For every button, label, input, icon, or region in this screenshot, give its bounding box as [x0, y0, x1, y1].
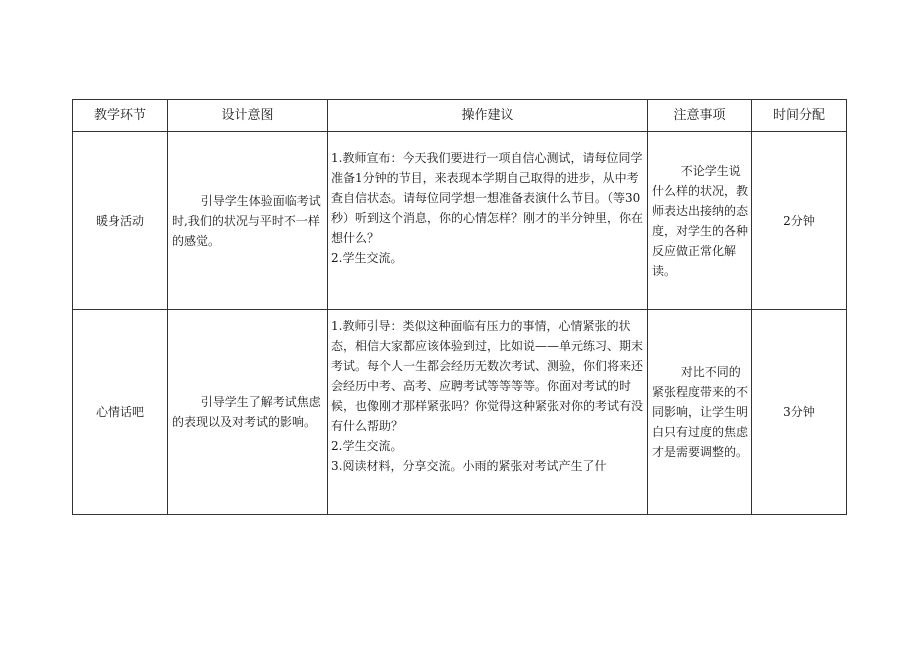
table-header-row — [73, 100, 847, 132]
notes-text: 对比不同的紧张程度带来的不同影响，让学生明白只有过度的焦虑才是需要调整的。 — [652, 365, 749, 459]
header-stage: 教学环节 — [73, 100, 168, 132]
notes-text: 不论学生说什么样的状况，教师表达出接纳的态度，对学生的各种反应做正常化解读。 — [652, 163, 749, 278]
notes-cell — [648, 132, 752, 310]
header-notes: 注意事项 — [648, 100, 752, 132]
table-row — [73, 132, 847, 310]
header-time: 时间分配 — [752, 100, 847, 132]
operation-step: 3.阅读材料，分享交流。小雨的紧张对考试产生了什 — [331, 459, 607, 473]
operation-step: 1.教师宣布：今天我们要进行一项自信心测试，请每位同学准备1分钟的节目，来表现本学期自己取得的进步，从中考查自信状态。请每位同学想一想准备表演什么节目。（等30秒）听到这个消息，你的心情怎样？刚才的半分钟里，你在想什么？ — [331, 151, 644, 245]
design-intent-text: 引导学生体验面临考试时,我们的状况与平时不一样的感觉。 — [172, 193, 321, 248]
operation-step: 2.学生交流。 — [331, 251, 403, 265]
time-cell: 3分钟 — [752, 310, 847, 515]
stage-cell: 心情话吧 — [73, 310, 168, 515]
lesson-plan-table — [72, 99, 847, 515]
operation-cell — [328, 132, 648, 310]
operation-step: 1.教师引导：类似这种面临有压力的事情，心情紧张的状态，相信大家都应该体验到过，比如说——单元练习、期末考试。每个人一生都会经历无数次考试、测验，你们将来还会经历中考、高考、应聘考试等等等等。你面对考试的时候，也像刚才那样紧张吗？你觉得这种紧张对你的考试有没有什么帮助？ — [331, 319, 644, 433]
operation-cell — [328, 310, 648, 515]
header-design-intent: 设计意图 — [168, 100, 328, 132]
design-intent-text: 引导学生了解考试焦虑的表现以及对考试的影响。 — [172, 395, 321, 429]
design-intent-cell — [168, 310, 328, 515]
operation-step: 2.学生交流。 — [331, 439, 403, 453]
notes-cell — [648, 310, 752, 515]
header-operation-suggestion: 操作建议 — [328, 100, 648, 132]
time-cell: 2分钟 — [752, 132, 847, 310]
stage-cell: 暖身活动 — [73, 132, 168, 310]
design-intent-cell — [168, 132, 328, 310]
table-row — [73, 310, 847, 515]
